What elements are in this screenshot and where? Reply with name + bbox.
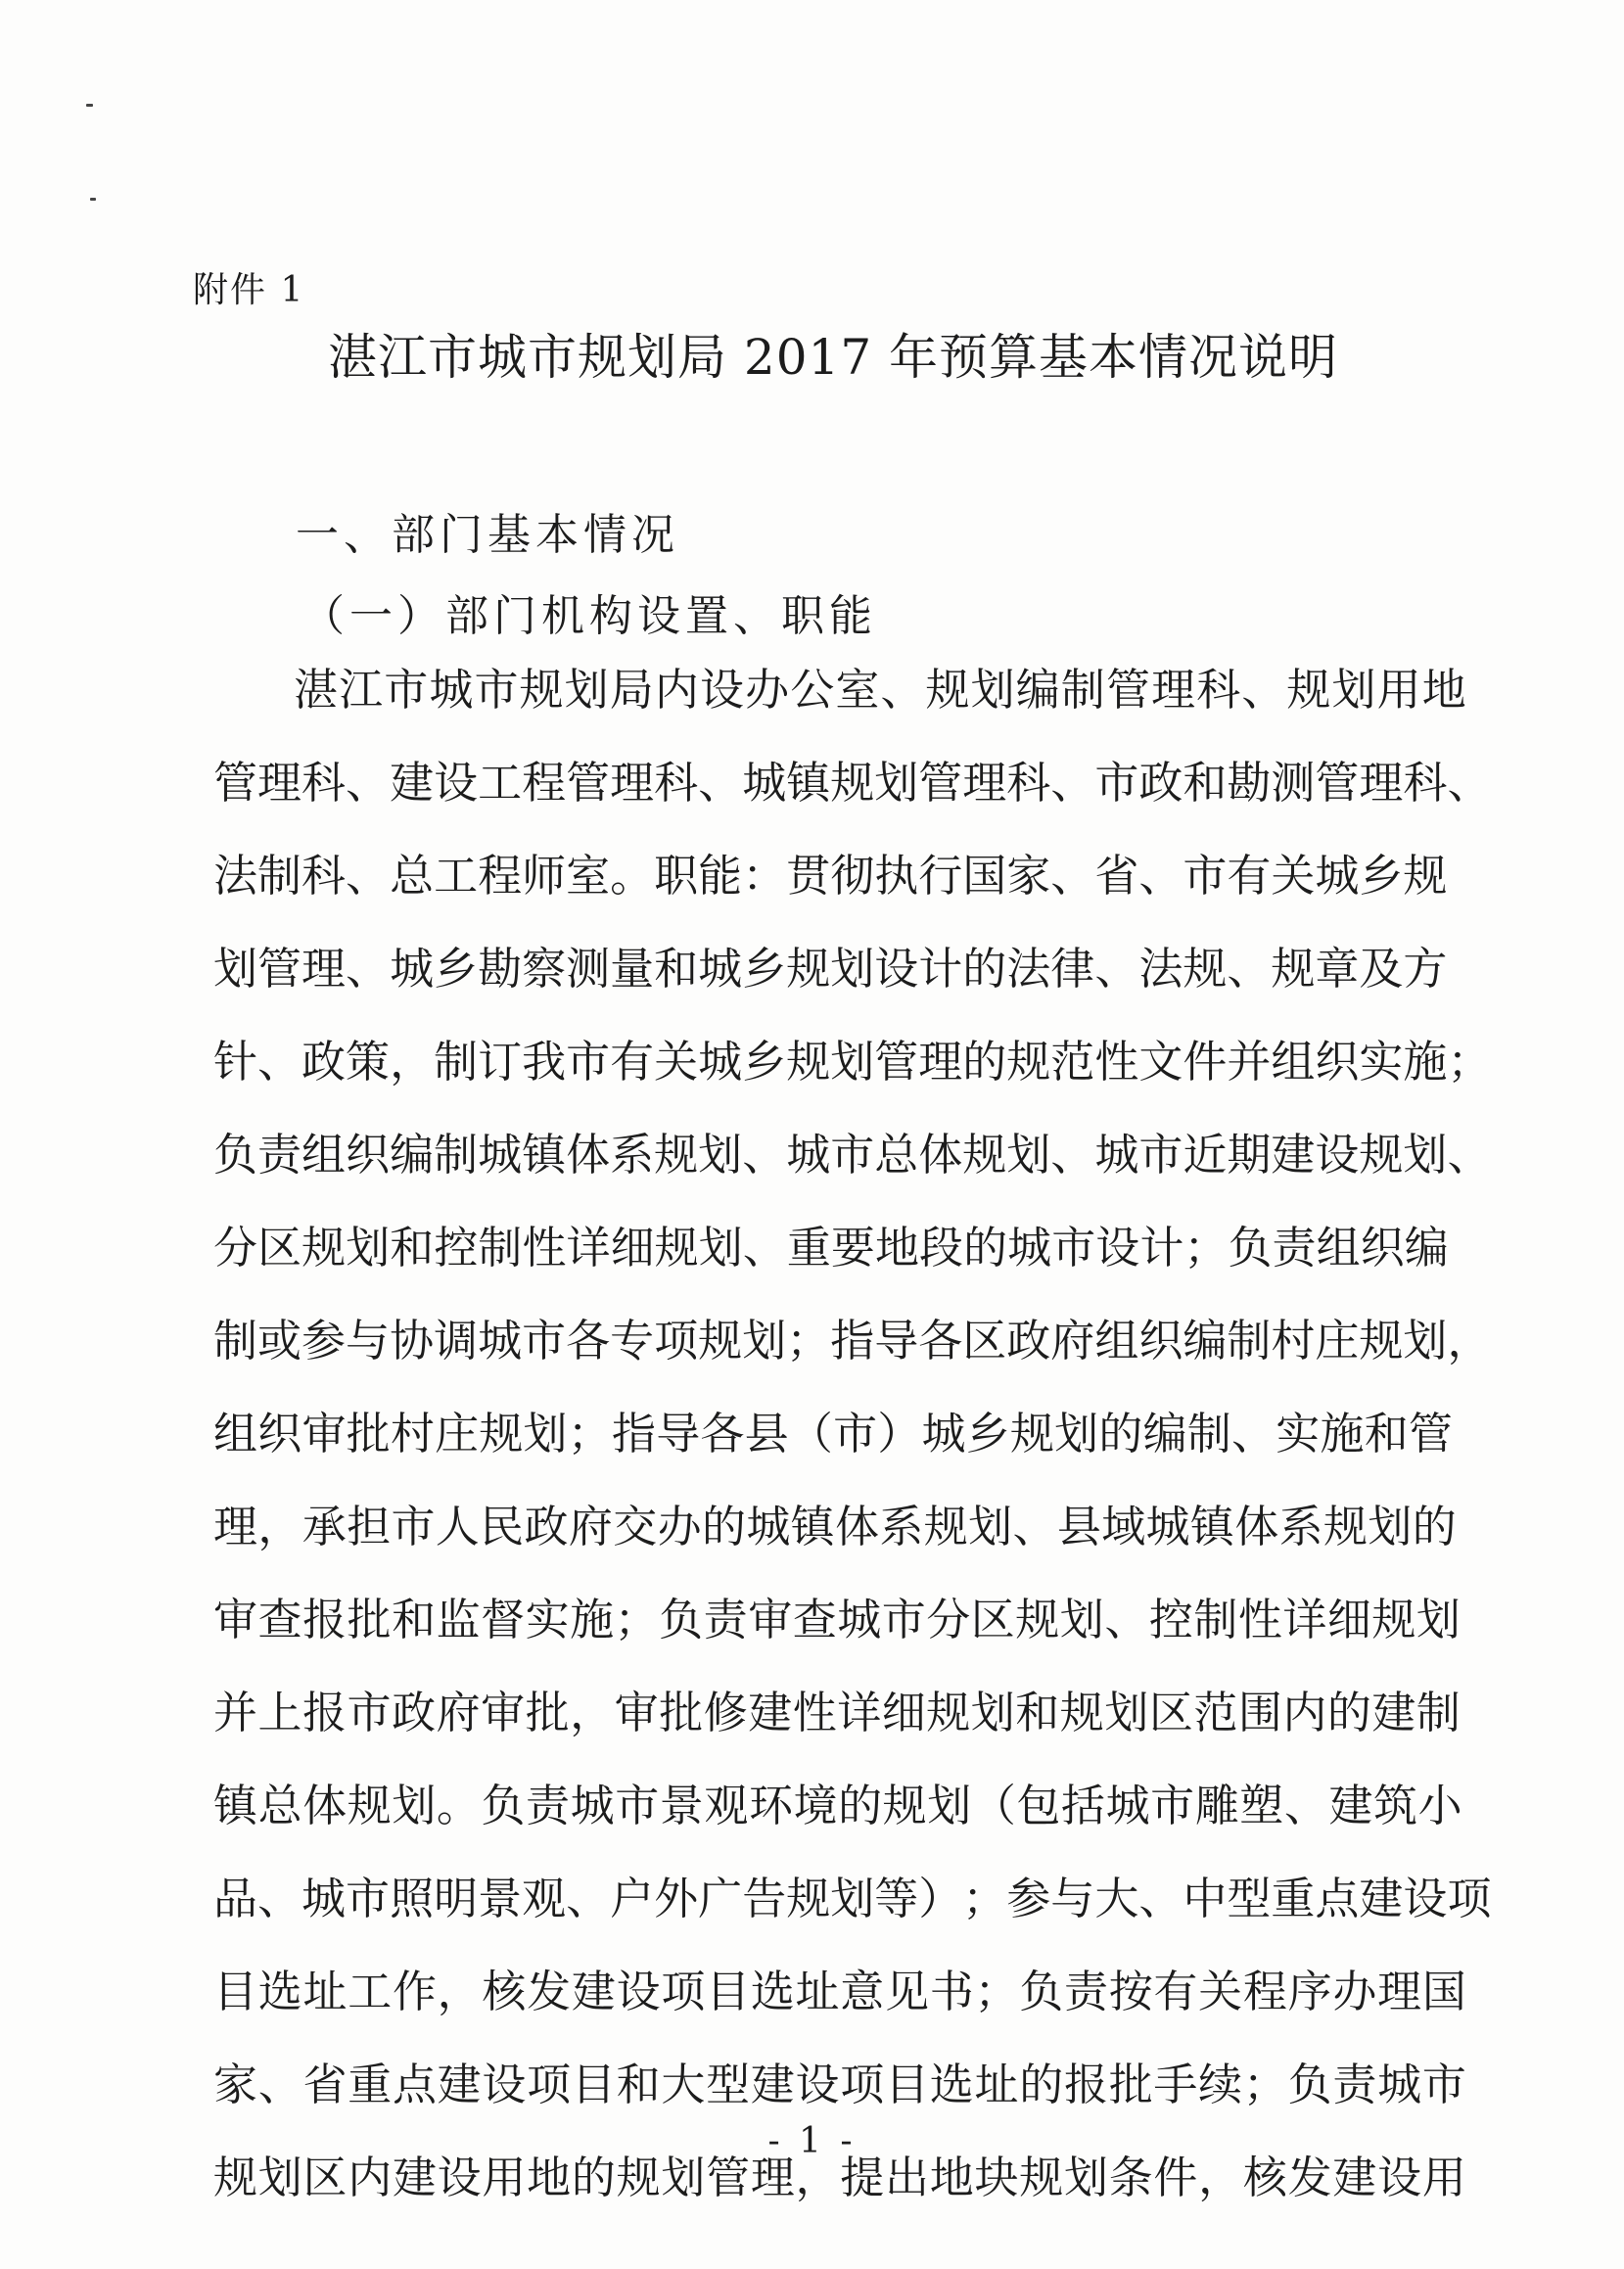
- body-line: 并 上 报 市 政 府 审 批 ， 审 批 修 建 性 详 细 规 划 和 规 划 区 范 围 内 的 建 制: [213, 1687, 1461, 1738]
- body-line: 划 管 理 、 城 乡 勘 察 测 量 和 城 乡 规 划 设 计 的 法 律 、 法 规 、 规 章 及 方: [213, 943, 1448, 995]
- scan-speck: [90, 198, 96, 201]
- body-line: 组 织 审 批 村 庄 规 划 ； 指 导 各 县 （ 市 ） 城 乡 规 划 的 编 制 、 实 施 和 管: [213, 1408, 1453, 1459]
- body-line: 家 、 省 重 点 建 设 项 目 和 大 型 建 设 项 目 选 址 的 报 批 手 续 ； 负 责 城 市: [213, 2059, 1466, 2110]
- body-line: 湛 江 市 城 市 规 划 局 内 设 办 公 室 、 规 划 编 制 管 理 科 、 规 划 用 地: [294, 664, 1466, 716]
- section-heading: 一、部门基本情况: [296, 510, 679, 560]
- body-line: 分 区 规 划 和 控 制 性 详 细 规 划 、 重 要 地 段 的 城 市 设 计 ； 负 责 组 织 编: [213, 1222, 1449, 1273]
- body-line: 规 划 区 内 建 设 用 地 的 规 划 管 理 ， 提 出 地 块 规 划 条 件 ， 核 发 建 设 用: [213, 2152, 1466, 2203]
- body-line: 管 理 科 、 建 设 工 程 管 理 科 、 城 镇 规 划 管 理 科 、 市 政 和 勘 测 管 理 科 、: [213, 757, 1492, 809]
- body-line: 审 查 报 批 和 监 督 实 施 ； 负 责 审 查 城 市 分 区 规 划 、 控 制 性 详 细 规 划: [213, 1594, 1461, 1645]
- body-line: 理 ， 承 担 市 人 民 政 府 交 办 的 城 镇 体 系 规 划 、 县 域 城 镇 体 系 规 划 的: [213, 1501, 1457, 1552]
- body-line: 镇 总 体 规 划 。 负 责 城 市 景 观 环 境 的 规 划 （ 包 括 城 市 雕 塑 、 建 筑 小: [213, 1780, 1462, 1831]
- attachment-label: 附件 1: [193, 270, 305, 310]
- body-line: 针 、 政 策 ， 制 订 我 市 有 关 城 乡 规 划 管 理 的 规 范 性 文 件 并 组 织 实 施 ；: [213, 1036, 1492, 1088]
- body-line: 目 选 址 工 作 ， 核 发 建 设 项 目 选 址 意 见 书 ； 负 责 按 有 关 程 序 办 理 国: [213, 1966, 1466, 2017]
- body-line: 负 责 组 织 编 制 城 镇 体 系 规 划 、 城 市 总 体 规 划 、 城 市 近 期 建 设 规 划 、: [213, 1129, 1492, 1181]
- page-number: - 1 -: [767, 2121, 857, 2161]
- scan-speck: [86, 104, 93, 107]
- subsection-heading: （一）部门机构设置、职能: [302, 591, 877, 641]
- body-line: 法 制 科 、 总 工 程 师 室 。 职 能 ： 贯 彻 执 行 国 家 、 省 、 市 有 关 城 乡 规: [213, 850, 1448, 902]
- body-line: 制 或 参 与 协 调 城 市 各 专 项 规 划 ； 指 导 各 区 政 府 组 织 编 制 村 庄 规 划 ，: [213, 1315, 1492, 1366]
- body-line: 品 、 城 市 照 明 景 观 、 户 外 广 告 规 划 等 ） ； 参 与 大 、 中 型 重 点 建 设 项: [213, 1873, 1492, 1924]
- document-title: 湛江市城市规划局 2017 年预算基本情况说明: [328, 329, 1339, 386]
